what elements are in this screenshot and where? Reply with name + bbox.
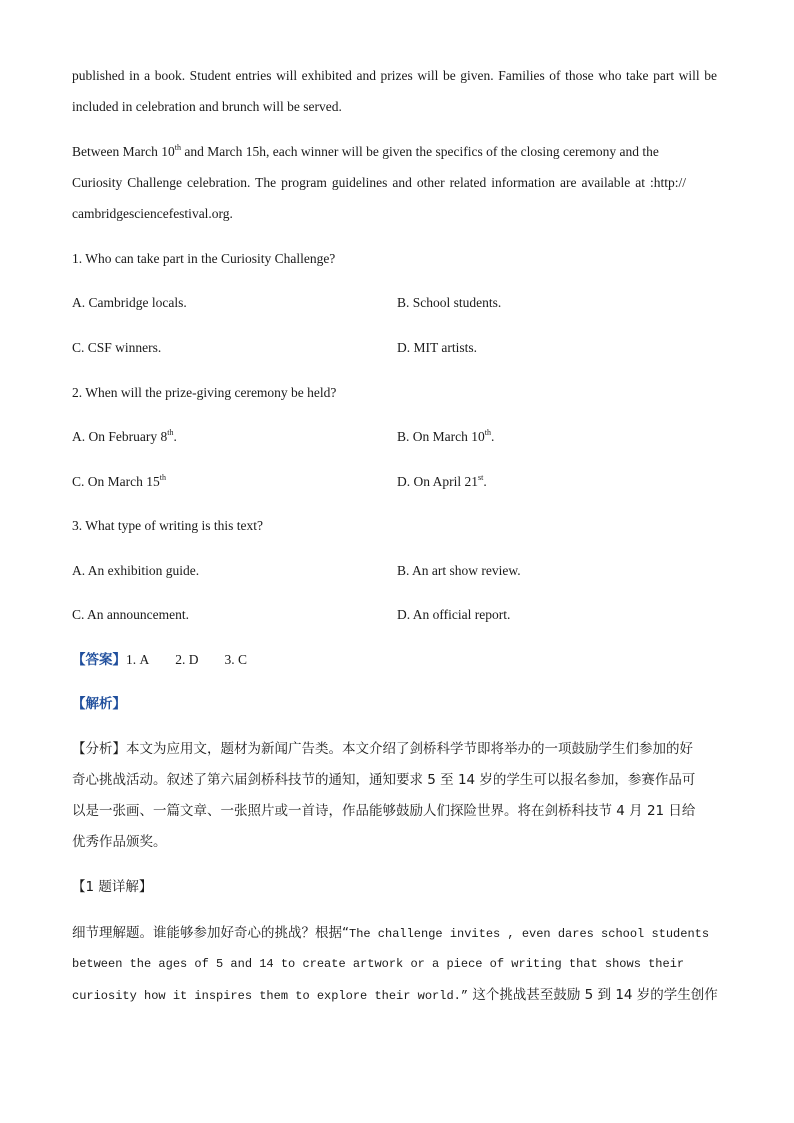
ordinal-suffix: th — [167, 428, 174, 437]
detail-1-tag: 【1 题详解】 — [72, 879, 153, 895]
passage-line-3-text: Between March 10 — [72, 144, 175, 159]
question-3-stem: 3. What type of writing is this text? — [72, 518, 263, 533]
detail-1-text-cn-end: 这个挑战甚至鼓励 5 到 14 岁的学生创作 — [468, 987, 718, 1003]
option-punct: . — [490, 429, 495, 444]
question-3-option-b: B. An art show review. — [397, 563, 521, 578]
option-text: D. On April 21 — [397, 474, 478, 489]
passage-line-2: included in celebration and brunch will be served. — [72, 99, 342, 114]
question-3-option-c: C. An announcement. — [72, 607, 189, 622]
analysis-summary-line-1 — [72, 740, 717, 758]
question-2-option-b — [397, 428, 494, 446]
answer-2: 2. D — [175, 652, 199, 667]
question-1-option-b: B. School students. — [397, 295, 502, 310]
answer-3: 3. C — [224, 652, 248, 667]
answer-tag: 【答案】 — [72, 652, 126, 668]
detail-1-quote-end: curiosity how it inspires them to explore their world.” — [72, 989, 469, 1003]
detail-1-quote: The challenge invites , even dares school students — [349, 927, 710, 941]
question-1-option-d: D. MIT artists. — [397, 340, 477, 355]
option-text: A. On February 8 — [72, 429, 168, 444]
answer-line — [72, 651, 247, 669]
passage-line-1: published in a book. Student entries will exhibited and prizes will be given. Families of those who take part will be — [72, 68, 717, 83]
passage-line-5: cambridgesciencefestival.org. — [72, 206, 233, 221]
detail-1-line-1 — [72, 924, 709, 943]
option-text: C. On March 15 — [72, 474, 160, 489]
answer-1: 1. A — [126, 652, 150, 667]
detail-1-text-cn: 细节理解题。谁能够参加好奇心的挑战？根据“ — [72, 925, 349, 941]
question-2-option-a — [72, 428, 177, 446]
summary-text-1: 本文为应用文，题材为新闻广告类。本文介绍了剑桥科学节即将举办的一项鼓励学生们参加的好 — [126, 741, 693, 757]
ordinal-suffix: st — [478, 473, 484, 482]
option-text: B. On March 10 — [397, 429, 485, 444]
detail-1-line-2: between the ages of 5 and 14 to create artwork or a piece of writing that shows their — [72, 957, 685, 971]
passage-line-3-text-end: and March 15h, each winner will be given the specifics of the closing ceremony and the — [180, 144, 659, 159]
analysis-summary-line-3: 以是一张画、一篇文章、一张照片或一首诗，作品能够鼓励人们探险世界。将在剑桥科技节 4 月 21 日给 — [72, 803, 696, 819]
question-2-option-d — [397, 473, 487, 491]
passage-line-3 — [72, 143, 717, 161]
ordinal-suffix: th — [174, 143, 181, 152]
question-1-option-a: A. Cambridge locals. — [72, 295, 187, 310]
analysis-tag: 【解析】 — [72, 696, 126, 712]
question-1-stem: 1. Who can take part in the Curiosity Challenge? — [72, 251, 336, 266]
ordinal-suffix: th — [159, 473, 166, 482]
option-punct: . — [483, 474, 487, 489]
option-punct: . — [173, 429, 177, 444]
question-3-option-d: D. An official report. — [397, 607, 511, 622]
passage-line-4: Curiosity Challenge celebration. The program guidelines and other related information are available at :http:// — [72, 175, 686, 190]
analysis-summary-line-4: 优秀作品颁奖。 — [72, 834, 167, 850]
question-1-option-c: C. CSF winners. — [72, 340, 162, 355]
summary-tag: 【分析】 — [72, 741, 126, 757]
detail-1-line-3 — [72, 986, 718, 1005]
question-3-option-a: A. An exhibition guide. — [72, 563, 200, 578]
ordinal-suffix: th — [484, 428, 491, 437]
question-2-stem: 2. When will the prize-giving ceremony be held? — [72, 385, 337, 400]
question-2-option-c — [72, 473, 166, 491]
analysis-summary-line-2: 奇心挑战活动。叙述了第六届剑桥科技节的通知，通知要求 5 至 14 岁的学生可以报名参加，参赛作品可 — [72, 772, 696, 788]
